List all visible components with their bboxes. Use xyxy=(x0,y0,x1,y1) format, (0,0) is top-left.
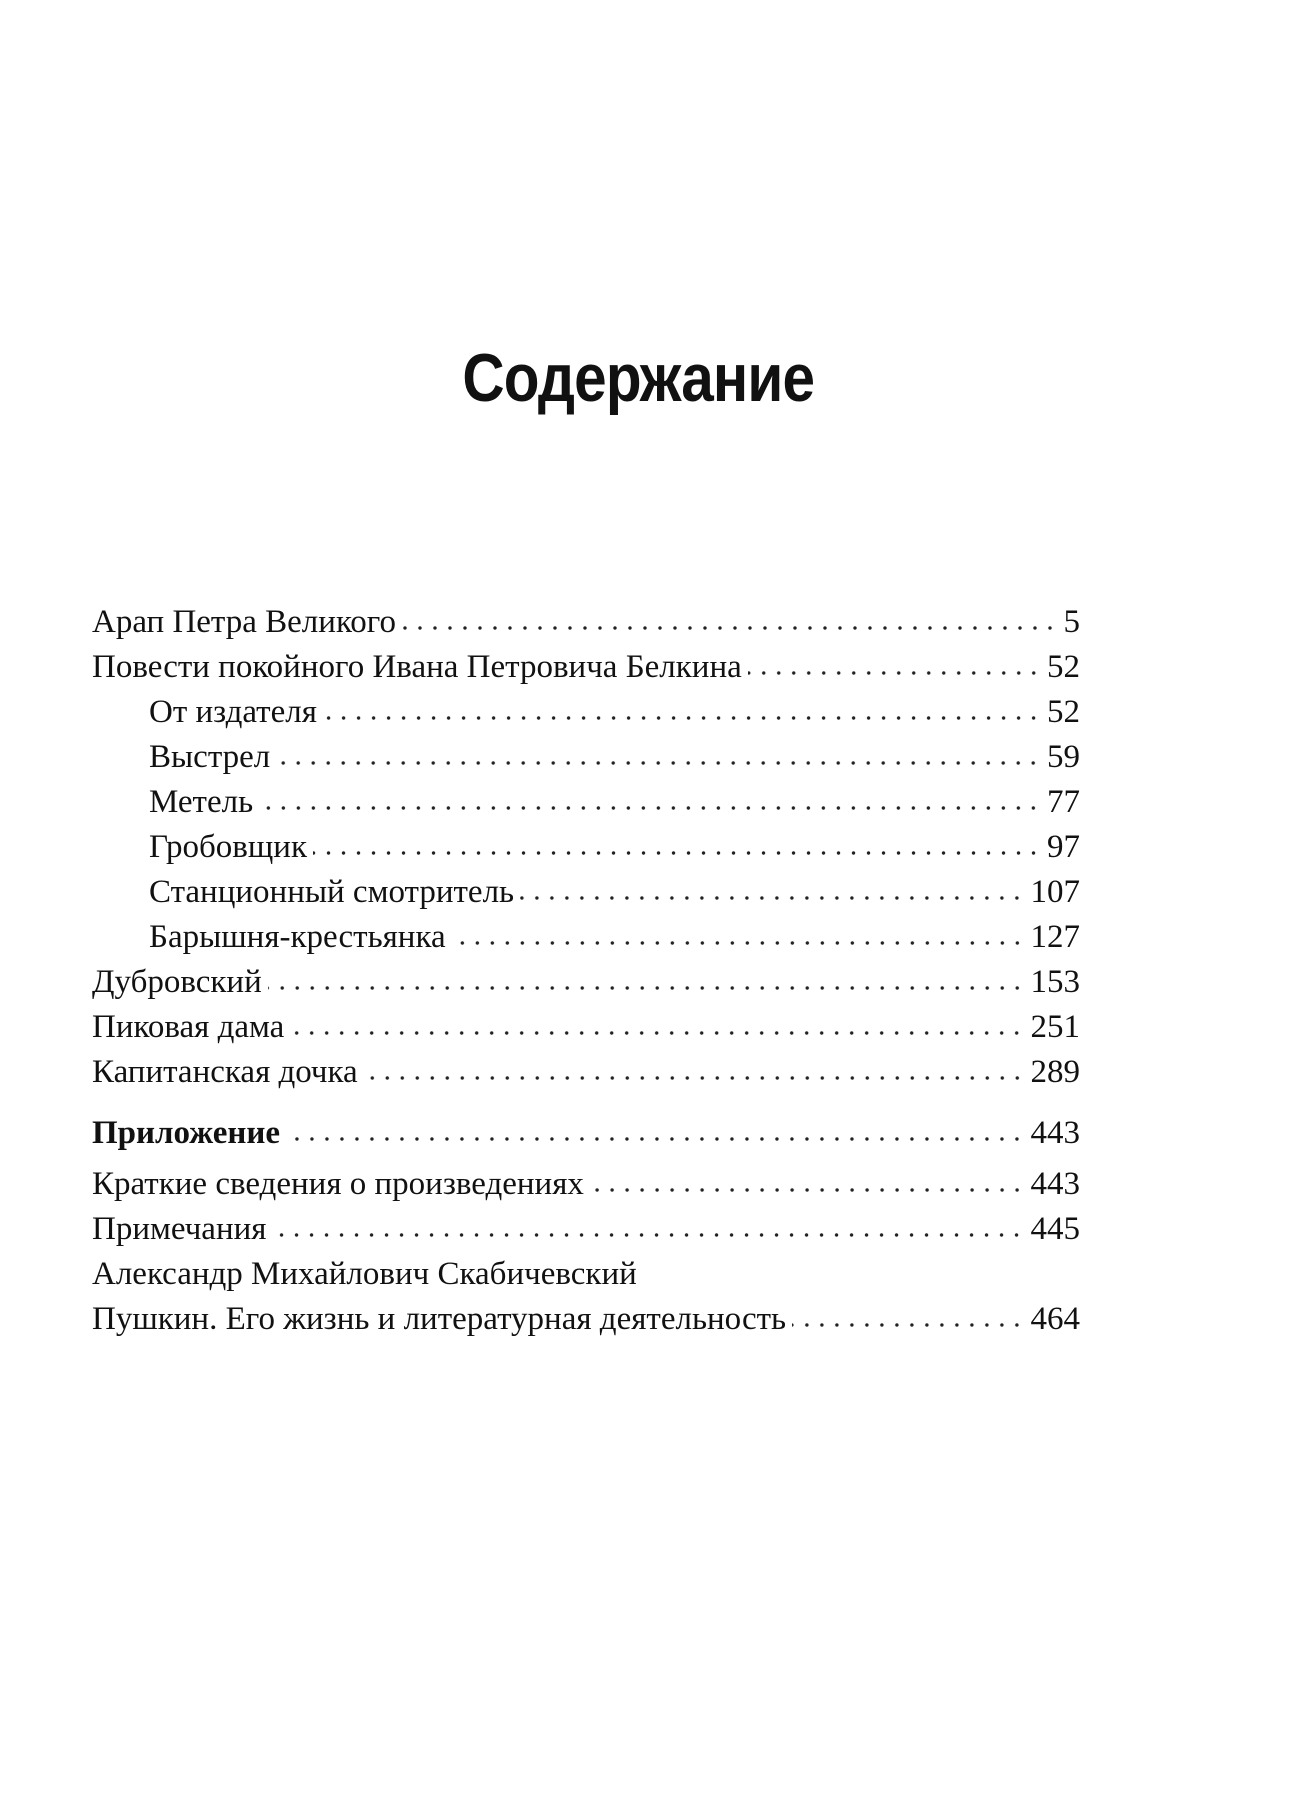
toc-entry-page: 5 xyxy=(1063,604,1080,640)
toc-entry xyxy=(92,1207,1080,1252)
dot-leader xyxy=(259,806,1041,810)
toc-entry xyxy=(92,1297,1080,1342)
toc-entry-page: 443 xyxy=(1030,1166,1080,1202)
table-of-contents xyxy=(92,600,1080,1342)
dot-leader xyxy=(272,1233,1024,1237)
toc-entry-title: Пиковая дама xyxy=(92,1009,285,1045)
toc-entry-title: Краткие сведения о произведениях xyxy=(92,1166,584,1202)
toc-entry-title: Приложение xyxy=(92,1115,281,1151)
toc-entry-page: 289 xyxy=(1030,1054,1080,1090)
toc-entry-page: 153 xyxy=(1030,964,1080,1000)
dot-leader xyxy=(452,941,1025,945)
dot-leader xyxy=(313,851,1041,855)
dot-leader xyxy=(323,716,1041,720)
toc-entry-title: Дубровский xyxy=(92,964,262,1000)
dot-leader xyxy=(402,626,1057,630)
toc-subentry xyxy=(92,780,1080,825)
dot-leader xyxy=(590,1188,1025,1192)
dot-leader xyxy=(268,986,1025,990)
toc-author-line xyxy=(92,1252,1080,1297)
dot-leader xyxy=(276,761,1041,765)
toc-entry-page: 107 xyxy=(1030,874,1080,910)
toc-entry-title: Пушкин. Его жизнь и литературная деятельность xyxy=(92,1301,787,1337)
toc-subentry xyxy=(92,690,1080,735)
toc-entry-title: Примечания xyxy=(92,1211,267,1247)
toc-entry xyxy=(92,960,1080,1005)
dot-leader xyxy=(748,671,1041,675)
dot-leader xyxy=(290,1031,1024,1035)
toc-entry-title: Арап Петра Великого xyxy=(92,604,397,640)
toc-entry-page: 97 xyxy=(1047,829,1080,865)
toc-entry-title: Станционный смотритель xyxy=(149,874,515,910)
toc-appendix-heading xyxy=(92,1111,1080,1156)
toc-subentry xyxy=(92,825,1080,870)
toc-entry-page: 77 xyxy=(1047,784,1080,820)
dot-leader xyxy=(792,1323,1024,1327)
dot-leader xyxy=(286,1137,1024,1141)
toc-entry-page: 52 xyxy=(1047,694,1080,730)
dot-leader xyxy=(364,1076,1025,1080)
toc-subentry xyxy=(92,915,1080,960)
toc-entry-page: 443 xyxy=(1030,1115,1080,1151)
toc-entry xyxy=(92,1162,1080,1207)
toc-entry-page: 251 xyxy=(1030,1009,1080,1045)
toc-entry-page: 127 xyxy=(1030,919,1080,955)
toc-entry-title: Капитанская дочка xyxy=(92,1054,358,1090)
toc-entry xyxy=(92,645,1080,690)
toc-entry xyxy=(92,1005,1080,1050)
page-title: Содержание xyxy=(462,340,815,416)
toc-entry-title: Гробовщик xyxy=(149,829,307,865)
toc-author-name: Александр Михайлович Скабичевский xyxy=(92,1256,637,1292)
toc-entry-title: Выстрел xyxy=(149,739,271,775)
toc-subentry xyxy=(92,870,1080,915)
toc-subentry xyxy=(92,735,1080,780)
toc-entry-title: От издателя xyxy=(149,694,317,730)
dot-leader xyxy=(520,896,1024,900)
toc-entry-page: 59 xyxy=(1047,739,1080,775)
toc-entry xyxy=(92,1050,1080,1095)
toc-entry xyxy=(92,600,1080,645)
toc-entry-title: Повести покойного Ивана Петровича Белкина xyxy=(92,649,742,685)
toc-entry-title: Метель xyxy=(149,784,254,820)
toc-entry-page: 52 xyxy=(1047,649,1080,685)
toc-entry-page: 464 xyxy=(1030,1301,1080,1337)
toc-entry-title: Барышня-крестьянка xyxy=(149,919,446,955)
toc-entry-page: 445 xyxy=(1030,1211,1080,1247)
